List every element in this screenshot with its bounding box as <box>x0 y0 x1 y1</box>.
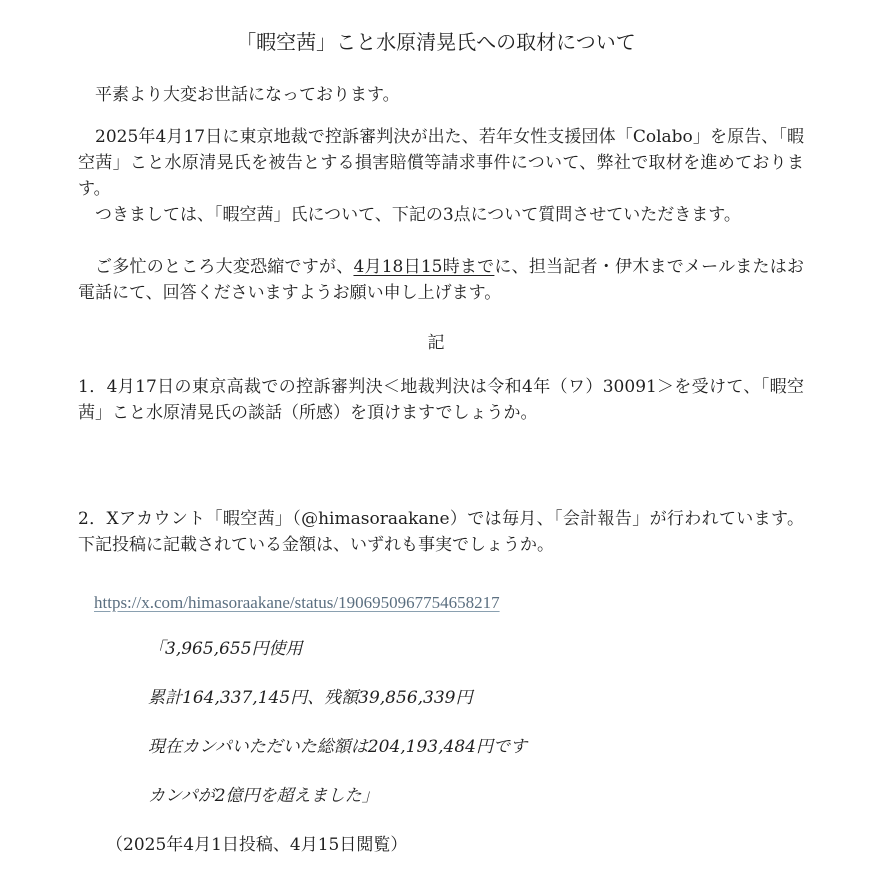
post-date-note: （2025年4月1日投稿、4月15日閲覧） <box>106 835 408 855</box>
deadline-paragraph <box>78 254 804 306</box>
request-paragraph: つきましては、「暇空茜」氏について、下記の3点について質問させていただきます。 <box>95 205 741 225</box>
greeting-paragraph: 平素より大変お世話になっております。 <box>95 85 400 105</box>
quote-line-2: 累計164,337,145円、残額39,856,339円 <box>148 688 473 708</box>
post-link[interactable]: https://x.com/himasoraakane/status/1906950967754658217 <box>94 593 500 612</box>
quote-line-1: 「3,965,655円使用 <box>148 639 303 659</box>
question-2: 2．Xアカウント「暇空茜」（@himasoraakane）では毎月、「会計報告」が行われています。下記投稿に記載されている金額は、いずれも事実でしょうか。 <box>78 509 804 555</box>
deadline-before-text: ご多忙のところ大変恐縮ですが、 <box>95 257 354 277</box>
document-title: 「暇空茜」こと水原清晃氏への取材について <box>236 30 636 54</box>
deadline-text: 4月18日15時まで <box>353 257 495 277</box>
quote-line-4: カンパが2億円を超えました」 <box>148 786 379 806</box>
intro-paragraph: 2025年4月17日に東京地裁で控訴審判決が出た、若年女性支援団体「Colabo」を原告、「暇空茜」こと水原清晃氏を被告とする損害賠償等請求事件について、弊社で取材を進めております。 <box>78 127 804 199</box>
deadline-after-text: に、担当記者・伊木までメールまたはお電話にて、回答くださいますようお願い申し上げます。 <box>78 257 804 303</box>
quote-line-3: 現在カンパいただいた総額は204,193,484円です <box>148 737 527 757</box>
ki-heading: 記 <box>427 333 445 353</box>
question-1: 1．4月17日の東京高裁での控訴審判決＜地裁判決は令和4年（ワ）30091＞を受けて、「暇空茜」こと水原清晃氏の談話（所感）を頂けますでしょうか。 <box>78 377 804 423</box>
